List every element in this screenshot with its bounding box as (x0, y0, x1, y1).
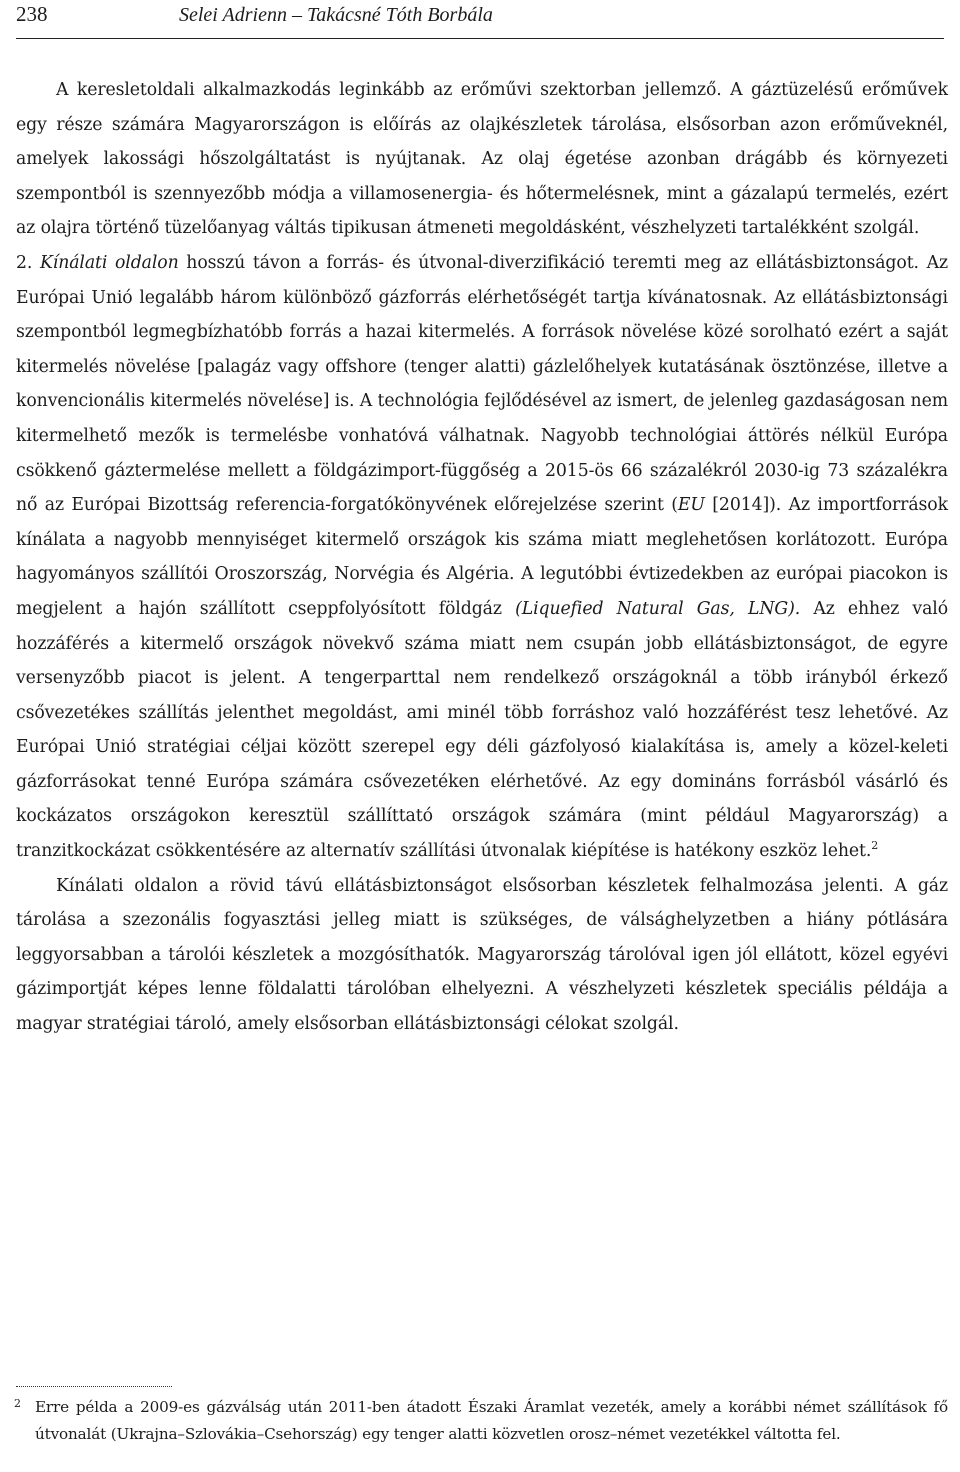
citation-author: EU (677, 495, 705, 516)
paragraph-supply-side-long-term (16, 246, 948, 869)
lng-term: (Liquefied Natural Gas, LNG). (515, 598, 801, 619)
footnote-separator (16, 1386, 172, 1387)
running-head-authors: Selei Adrienn – Takácsné Tóth Borbála (179, 4, 493, 26)
footnote-text: Erre példa a 2009-es gázválság után 2011-ben átadott Északi Áramlat vezeték, amely a korábbi német szállítások fő útvonalát (Ukrajna–Szlovákia–Csehország) egy tenger alatti közvetlen orosz–német vezetékkel váltotta fel. (35, 1398, 948, 1443)
paragraph-text-part: Az ehhez való hozzáférés a kitermelő országok növekvő száma miatt nem csupán jobb ellátásbiztonságot, de egyre versenyzőbb piacot is jelent. A tengerparttal nem rendelkező országoknál a több irányból érkező csővezetékes szállítás jelenthet megoldást, ami minél több forráshoz való hozzáférést tesz lehetővé. Az Európai Unió stratégiai céljai között szerepel egy déli gázfolyosó kialakítása is, amely a közel-keleti gázforrásokat tenné Európa számára csővezetéken elérhetővé. Az egy domináns forrásból vásárló és kockázatos országokon keresztül szállíttató országok számára (mint például Magyarország) a tranzitkockázat csökkentésére az alternatív szállítási útvonalak kiépítése is hatékony eszköz lehet. (16, 598, 949, 862)
paragraph-supply-side-short-term: Kínálati oldalon a rövid távú ellátásbiztonságot elsősorban készletek felhalmozása jelenti. A gáz tárolása a szezonális fogyasztási jelleg miatt is szükséges, de válsághelyzetben a hiány pótlására leggyorsabban a tárolói készletek a mozgósíthatók. Magyarország tárolóval igen jól ellátott, közel egyévi gázimportját képes lenne földalatti tárolóban elhelyezni. A vészhelyzeti készletek speciális példája a magyar stratégiai tároló, amely elsősorban ellátásbiztonsági célokat szolgál. (16, 875, 948, 1035)
paragraph-demand-side: A keresletoldali alkalmazkodás leginkább az erőművi szektorban jellemző. A gáztüzelésű erőművek egy része számára Magyarországon is előírás az olajkészletek tárolása, elsősorban azon erőműveknél, amelyek lakossági hőszolgáltatást is nyújtanak. Az olaj égetése azonban drágább és környezeti szempontból is szennyezőbb módja a villamosenergia- és hőtermelésnek, mint a gázalapú termelés, ezért az olajra történő tüzelőanyag váltás tipikusan átmeneti megoldásként, vészhelyzeti tartalékként szolgál. (16, 80, 948, 239)
page-number: 238 (16, 2, 48, 26)
paragraph-text-part: hosszú távon a forrás- és útvonal-diverzifikáció teremti meg az ellátásbiztonságot. Az Európai Unió legalább három különböző gázforrás elérhetőségét tartja kívánatosnak. Az ellátásbiztonsági szempontból legmegbízhatóbb forrás a hazai kitermelés. A források növelése közé sorolható ezért a saját kitermelés növelése [palagáz vagy offshore (tenger alatti) gázlelőhelyek kutatásának ösztönzése, illetve a konvencionális kitermelés növelése] is. A technológia fejlődésével az ismert, de jelenleg gazdaságosan nem kitermelhető mezők is termelésbe vonhatóvá válhatnak. Nagyobb technológiai áttörés nélkül Európa csökkenő gáztermelése mellett a földgázimport-függőség a 2015-ös 66 százalékról 2030-ig 73 százalékra nő az Európai Bizottság referencia-forgatókönyvének előrejelzése szerint ( (16, 252, 948, 516)
list-number: 2. (16, 252, 33, 273)
paragraph-text-part: [2014]). Az importforrások kínálata a nagyobb mennyiséget kitermelő országok kis száma miatt meglehetősen korlátozott. Európa hagyományos szállítói Oroszország, Norvégia és Algéria. A legutóbbi évtizedekben az európai piacokon is megjelent a hajón szállított cseppfolyósított földgáz (16, 495, 948, 619)
footnote (16, 1394, 948, 1448)
footnote-reference[interactable]: 2 (871, 839, 879, 853)
emphasis-supply-side: Kínálati oldalon (39, 252, 179, 273)
running-header (16, 0, 944, 39)
footnote-number: 2 (14, 1397, 21, 1410)
main-text (16, 73, 948, 1042)
